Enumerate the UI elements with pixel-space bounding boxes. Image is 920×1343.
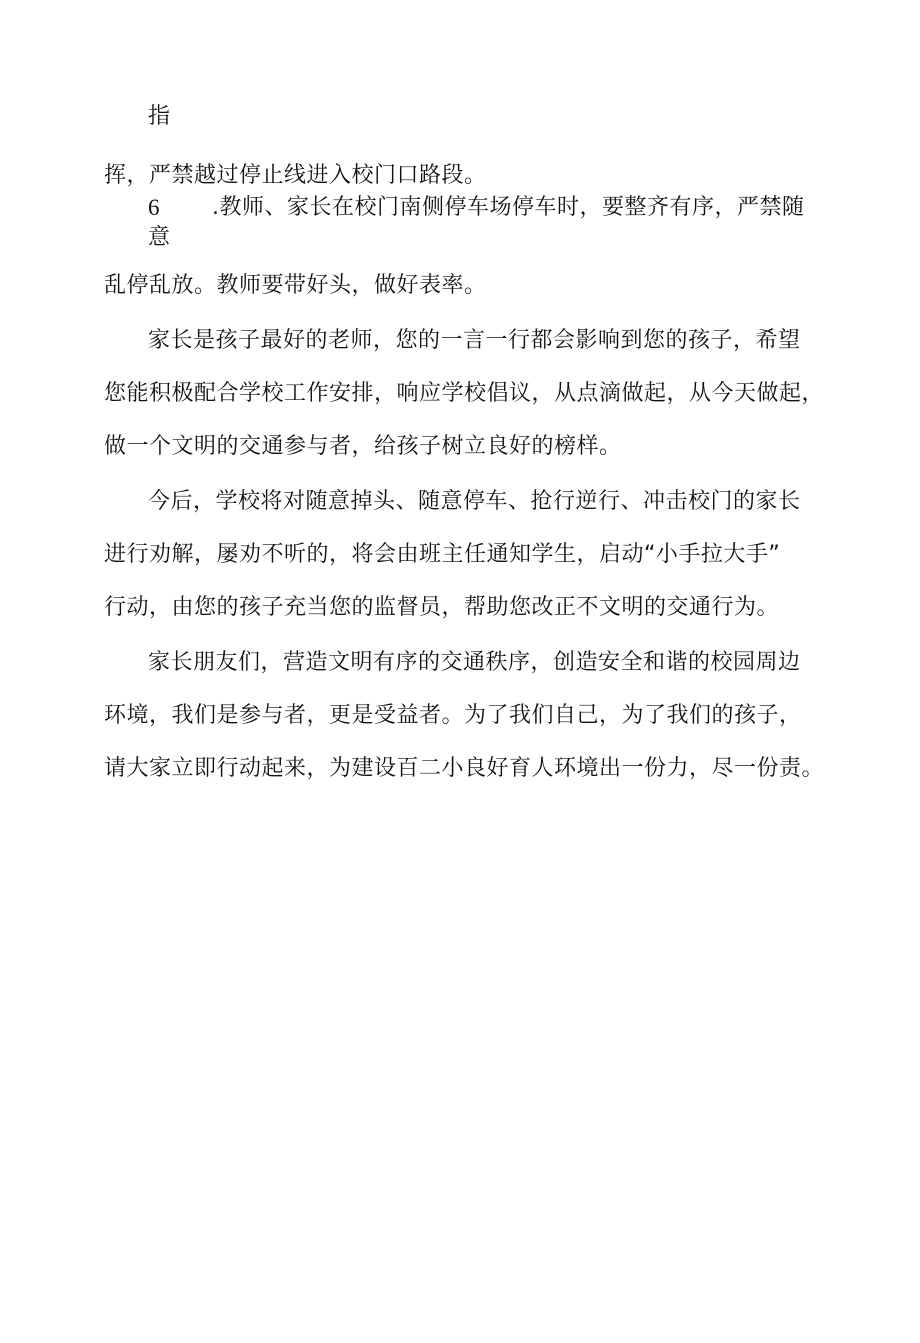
text-line: 指 [148,104,171,129]
paragraph-line: 行动，由您的孩子充当您的监督员，帮助您改正不文明的交通行为。 [104,595,780,620]
text-line: 乱停乱放。教师要带好头，做好表率。 [104,273,487,298]
text-line: 挥，严禁越过停止线进入校门口路段。 [104,163,487,188]
paragraph-line: 做一个文明的交通参与者，给孩子树立良好的榜样。 [104,434,622,459]
paragraph-line: 家长是孩子最好的老师，您的一言一行都会影响到您的孩子，希望 [148,328,801,353]
paragraph-line: 环境，我们是参与者，更是受益者。为了我们自己，为了我们的孩子， [104,703,802,728]
paragraph-line: 您能积极配合学校工作安排，响应学校倡议，从点滴做起，从今天做起， [104,381,825,406]
paragraph-line: 请大家立即行动起来，为建设百二小良好育人环境出一份力，尽一份责。 [104,756,825,781]
text-line: .教师、家长在校门南侧停车场停车时，要整齐有序，严禁随 [212,195,805,220]
paragraph-line: 进行劝解，屡劝不听的，将会由班主任通知学生，启动“小手拉大手” [104,542,781,567]
text-line: 意 [148,225,171,250]
paragraph-line: 今后，学校将对随意掉头、随意停车、抢行逆行、冲击校门的家长 [148,489,801,514]
list-item-number: 6 [148,195,160,220]
paragraph-line: 家长朋友们，营造文明有序的交通秩序，创造安全和谐的校园周边 [148,650,801,675]
